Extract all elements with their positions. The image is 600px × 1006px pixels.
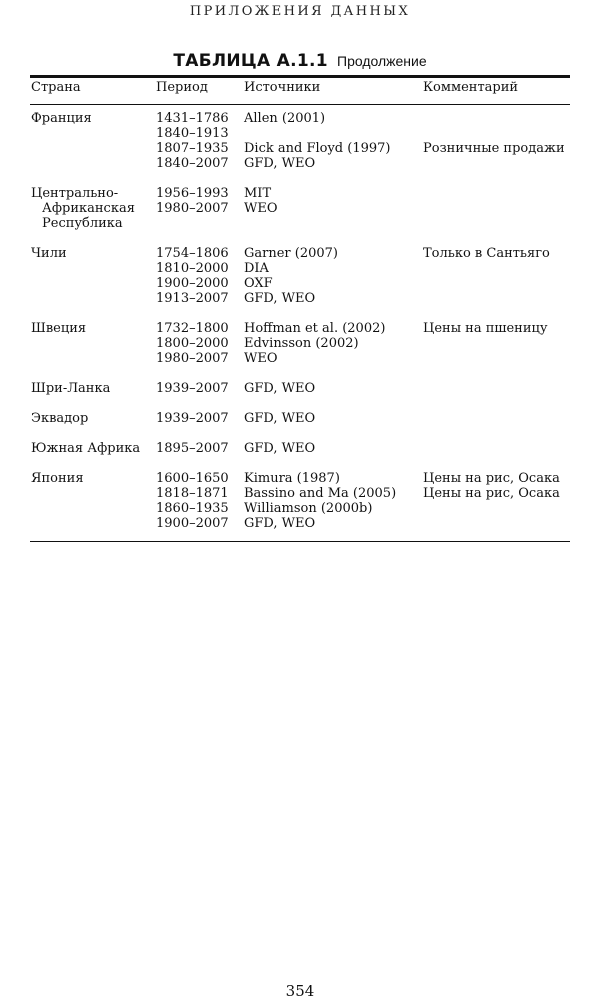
- table-row: [0, 471, 600, 486]
- table-row: [0, 246, 600, 261]
- country-line: Франция: [31, 111, 92, 126]
- period-cell: 1939–2007: [156, 411, 229, 426]
- period-cell: 1754–1806: [156, 246, 229, 261]
- country-line: Япония: [31, 471, 84, 486]
- country-line: Республика: [42, 216, 123, 231]
- source-cell: DIA: [244, 261, 269, 276]
- source-cell: Allen (2001): [244, 111, 326, 126]
- period-cell: 1913–2007: [156, 291, 229, 306]
- table-bottom-rule: [30, 541, 570, 542]
- comment-cell: Цены на рис, Осака: [423, 486, 560, 501]
- source-cell: Dick and Floyd (1997): [244, 141, 391, 156]
- country-line: Эквадор: [31, 411, 89, 426]
- source-cell: MIT: [244, 186, 272, 201]
- table-row: [0, 156, 600, 171]
- source-cell: Garner (2007): [244, 246, 338, 261]
- country-line: Южная Африка: [31, 441, 141, 456]
- table-label: ТАБЛИЦА А.1.1: [173, 51, 328, 71]
- period-cell: 1840–1913: [156, 126, 229, 141]
- source-cell: Williamson (2000b): [244, 501, 373, 516]
- table-row: [0, 486, 600, 501]
- source-cell: GFD, WEO: [244, 156, 316, 171]
- header-country: Страна: [31, 80, 81, 95]
- source-cell: OXF: [244, 276, 273, 291]
- comment-cell: Только в Сантьяго: [423, 246, 550, 261]
- table-row: [0, 141, 600, 156]
- country-line: Шри-Ланка: [31, 381, 111, 396]
- period-cell: 1980–2007: [156, 351, 229, 366]
- table-row: [0, 411, 600, 426]
- source-cell: WEO: [244, 201, 278, 216]
- table-row: [0, 261, 600, 276]
- table-row: [0, 501, 600, 516]
- source-cell: Kimura (1987): [244, 471, 340, 486]
- source-cell: WEO: [244, 351, 278, 366]
- table-row: [0, 126, 600, 141]
- table-subtitle: Продолжение: [337, 53, 427, 69]
- period-cell: 1860–1935: [156, 501, 229, 516]
- country-line: Центрально-: [31, 186, 119, 201]
- source-cell: GFD, WEO: [244, 411, 316, 426]
- period-cell: 1956–1993: [156, 186, 229, 201]
- table-header-row: [0, 80, 600, 98]
- comment-cell: Розничные продажи: [423, 141, 565, 156]
- period-cell: 1431–1786: [156, 111, 229, 126]
- period-cell: 1980–2007: [156, 201, 229, 216]
- running-head: ПРИЛОЖЕНИЯ ДАННЫХ: [189, 4, 411, 19]
- table-top-rule: [30, 75, 570, 78]
- comment-cell: Цены на рис, Осака: [423, 471, 560, 486]
- country-line: Чили: [31, 246, 67, 261]
- period-cell: 1939–2007: [156, 381, 229, 396]
- header-sources: Источники: [244, 80, 321, 95]
- source-cell: GFD, WEO: [244, 516, 316, 531]
- table-row: [0, 516, 600, 531]
- country-line: Африканская: [42, 201, 135, 216]
- period-cell: 1900–2007: [156, 516, 229, 531]
- period-cell: 1807–1935: [156, 141, 229, 156]
- source-cell: GFD, WEO: [244, 441, 316, 456]
- source-cell: GFD, WEO: [244, 381, 316, 396]
- period-cell: 1900–2000: [156, 276, 229, 291]
- table-header-rule: [30, 104, 570, 105]
- table-row: [0, 351, 600, 366]
- period-cell: 1732–1800: [156, 321, 229, 336]
- page-number: 354: [285, 982, 315, 1000]
- table-row: [0, 441, 600, 456]
- period-cell: 1895–2007: [156, 441, 229, 456]
- country-line: Швеция: [31, 321, 87, 336]
- period-cell: 1600–1650: [156, 471, 229, 486]
- source-cell: GFD, WEO: [244, 291, 316, 306]
- table-row: [0, 201, 600, 216]
- table-row: [0, 336, 600, 351]
- source-cell: Hoffman et al. (2002): [244, 321, 386, 336]
- table-row: [0, 186, 600, 201]
- period-cell: 1818–1871: [156, 486, 229, 501]
- table-row: [0, 276, 600, 291]
- header-comment: Комментарий: [423, 80, 519, 95]
- period-cell: 1840–2007: [156, 156, 229, 171]
- period-cell: 1810–2000: [156, 261, 229, 276]
- source-cell: Edvinsson (2002): [244, 336, 359, 351]
- period-cell: 1800–2000: [156, 336, 229, 351]
- table-row: [0, 321, 600, 336]
- header-period: Период: [156, 80, 208, 95]
- comment-cell: Цены на пшеницу: [423, 321, 548, 336]
- source-cell: Bassino and Ma (2005): [244, 486, 397, 501]
- table-row: [0, 111, 600, 126]
- table-row: [0, 381, 600, 396]
- table-row: [0, 291, 600, 306]
- table-title: [0, 51, 600, 71]
